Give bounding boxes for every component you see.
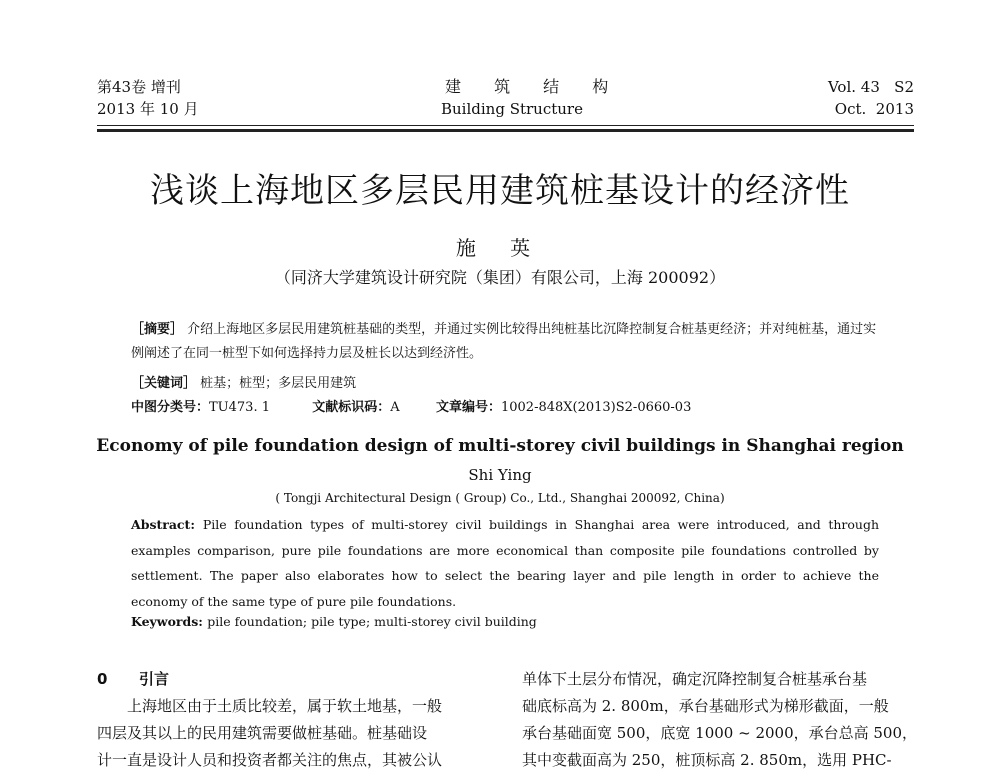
right-line: 其中变截面高为 250，桩顶标高 2. 850m，选用 PHC- — [522, 751, 892, 769]
doc-code-value: A — [390, 400, 400, 415]
right-line: 承台基础面宽 500，底宽 1000 ~ 2000，承台总高 500， — [522, 724, 918, 742]
keywords-cn-label: ［关键词］ — [131, 376, 197, 391]
abstract-cn-label: ［摘要］ — [131, 322, 184, 337]
author-en: Shi Ying — [468, 466, 532, 484]
doc-code-label: 文献标识码： — [312, 400, 391, 415]
abstract-en-label: Abstract — [131, 517, 191, 532]
affiliation-cn: （同济大学建筑设计研究院（集团）有限公司，上海 200092） — [274, 268, 726, 287]
article-no-value: 1002-848X(2013)S2-0660-03 — [500, 400, 692, 415]
article-no-label: 文章编号： — [435, 400, 501, 415]
section-title: 引言 — [139, 670, 170, 688]
right-line: 单体下土层分布情况，确定沉降控制复合桩基承台基 — [522, 670, 868, 688]
left-line: 计一直是设计人员和投资者都关注的焦点，其被公认 — [97, 751, 443, 769]
left-line: 上海地区由于土质比较差，属于软土地基，一般 — [127, 697, 443, 715]
paper-title-en: Economy of pile foundation design of multi-storey civil buildings in Shanghai region — [96, 436, 904, 456]
paper-title-cn: 浅谈上海地区多层民用建筑桩基设计的经济性 — [150, 171, 850, 211]
abstract-cn-text: 介绍上海地区多层民用建筑桩基础的类型，并通过实例比较得出纯桩基比沉降控制复合桩基更经济；并对纯桩基，通过实例阐述了在同一桩型下如何选择持力层及桩长以达到经济性。 — [131, 322, 877, 361]
keywords-en-text: pile foundation; pile type; multi-storey civil building — [207, 614, 537, 629]
journal-date: 2013 年 10 月 — [97, 100, 199, 118]
clc-value: TU473. 1 — [209, 400, 270, 415]
header-rule-thin — [97, 125, 914, 126]
journal-name-cn: 建 筑 结 构 — [445, 77, 623, 96]
keywords-cn-text: 桩基；桩型；多层民用建筑 — [200, 376, 357, 391]
abstract-en-text: Pile foundation types of multi-storey civil buildings in Shanghai area were introduced, and through examples comparison, pure pile foundations are more economical than composite pile foundations controlled by settlement. The paper also elaborates how to select the bearing layer and pile length in order to achieve the economy of the same type of pure pile foundations. — [131, 517, 880, 609]
section-number: 0 — [97, 670, 108, 688]
header-rule-thick — [97, 129, 914, 132]
keywords-cn — [131, 372, 356, 391]
journal-name-en: Building Structure — [441, 100, 583, 118]
keywords-en: Keywords: pile foundation; pile type; multi-storey civil building — [131, 614, 537, 629]
section-heading — [97, 666, 169, 693]
affiliation-en: ( Tongji Architectural Design ( Group) Co., Ltd., Shanghai 200092, China) — [275, 491, 725, 505]
abstract-en: Abstract: Pile foundation types of multi-storey civil buildings in Shanghai area were introduced, and through examples comparison, pure pile foundations are more economical than composite pile foundations controlled by settlement. The paper also elaborates how to select the bearing layer and pile length in order to achieve the economy of the same type of pure pile foundations. — [131, 517, 880, 609]
journal-date-en: Oct. 2013 — [834, 100, 914, 118]
abstract-cn — [131, 318, 879, 366]
author-cn: 施 英 — [455, 236, 545, 260]
keywords-en-label: Keywords — [131, 614, 199, 629]
right-column-text — [522, 666, 917, 774]
right-line: 础底标高为 2. 800m，承台基础形式为梯形截面，一般 — [522, 697, 889, 715]
classification-line — [131, 396, 691, 415]
clc-label: 中图分类号： — [131, 400, 210, 415]
journal-vol-en: Vol. 43 S2 — [827, 78, 914, 96]
journal-volume: 第43卷 增刊 — [97, 78, 181, 96]
left-line: 四层及其以上的民用建筑需要做桩基础。桩基础设 — [97, 724, 428, 742]
